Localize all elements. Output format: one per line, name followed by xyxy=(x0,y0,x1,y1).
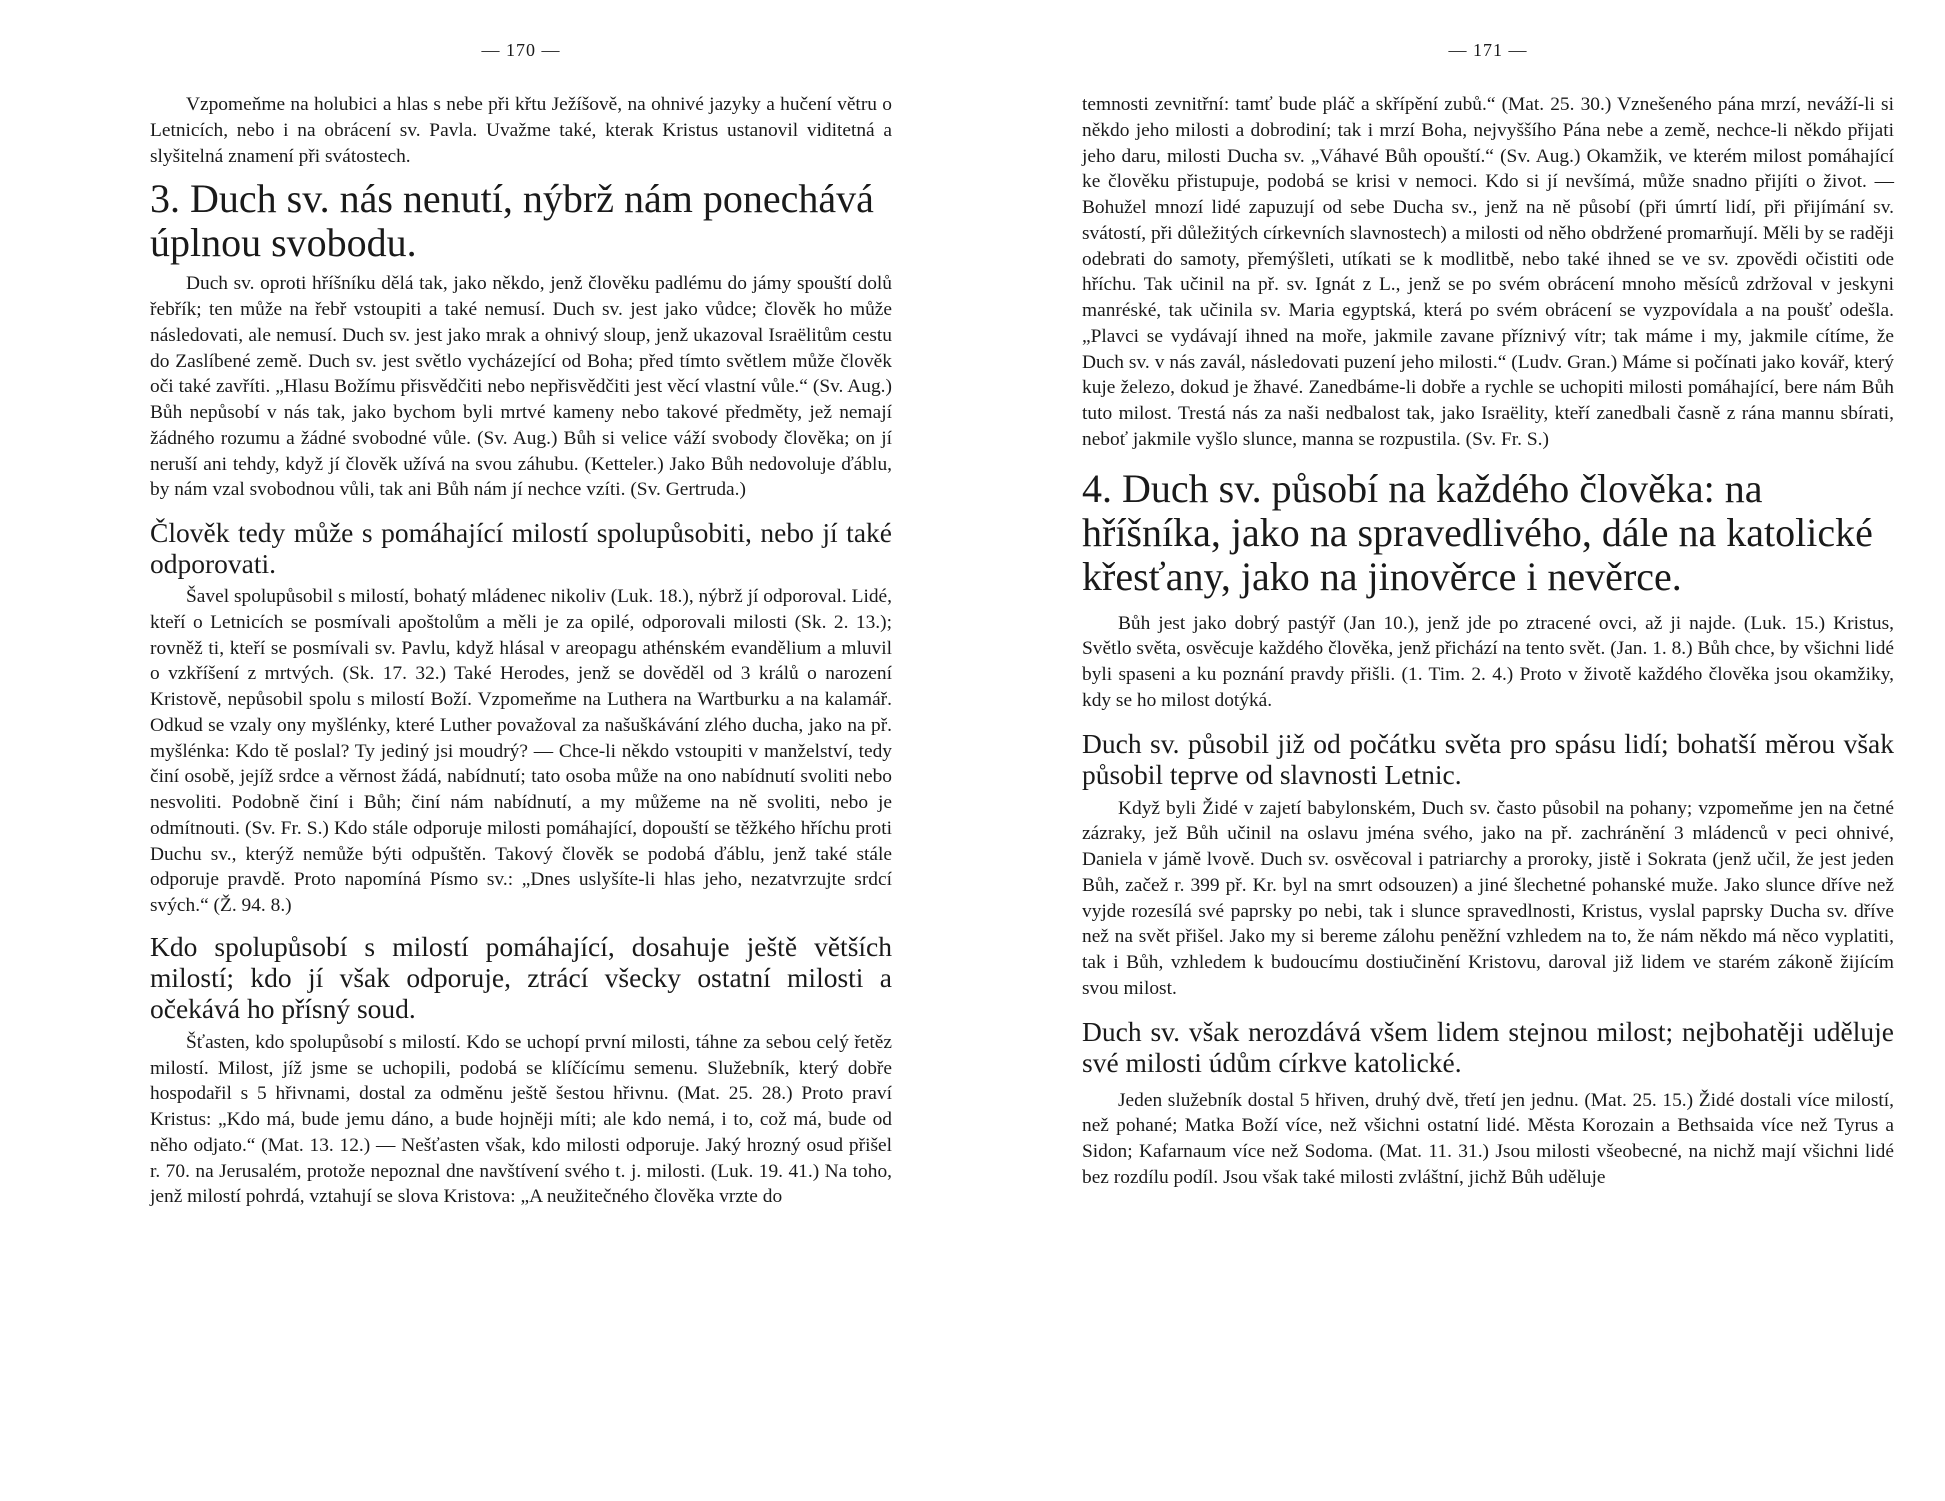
body-paragraph-babylon: Když byli Židé v zajetí babylonském, Duch sv. často působil na pohany; vzpomeňme jen na četné zázraky, jež Bůh učinil na oslavu jména svého, jako na př. zachránění 3 mládenců v peci ohnivé, Daniela v jámě lvově. Duch sv. osvěcoval i patriarchy a proroky, jistě i Sokrata (jenž učil, že jest jeden Bůh, začež r. 399 př. Kr. byl na smrt odsouzen) a jiné šlechetné pohanské muže. Jako slunce dříve než vyjde rozesílá své paprsky po nebi, tak i slunce spravedlnosti, Kristus, vyslal paprsky Ducha sv. dříve než na svět přišel. Jako my si bereme zálohu peněžní vzhledem na to, že nám někdo má něco vyplatiti, tak i Bůh, vzhledem k budoucímu dostiučinění Kristovu, daroval již lidem ve starém zákoně žijícím svou milost. xyxy=(1082,797,1894,999)
right-page-content xyxy=(1082,92,1894,1191)
body-paragraph-talents: Jeden služebník dostal 5 hřiven, druhý dvě, třetí jen jednu. (Mat. 25. 15.) Židé dostali více milostí, než pohané; Matka Boží více, než všichni ostatní lidé. Města Korozain a Bethsaida více než Tyrus a Sidon; Kafarnaum více než Sodoma. (Mat. 11. 31.) Jsou milosti všeobecné, na nichž mají všichni lidé bez rozdílu podíl. Jsou však také milosti zvláštní, jichž Bůh uděluje xyxy=(1082,1089,1894,1188)
left-page-content xyxy=(150,92,892,1210)
subheading-greater-grace: Kdo spolupůsobí s milostí pomáhající, dosahuje ještě větších milostí; kdo jí však odporuje, ztrácí všecky ostatní milosti a očekává ho přísný soud. xyxy=(150,930,892,1024)
continued-paragraph: temnosti zevnitřní: tamť bude pláč a skřípění zubů.“ (Mat. 25. 30.) Vznešeného pána mrzí, neváží-li si někdo jeho milosti a dobrodiní; tak i mrzí Boha, nejvyššího Pána nebe a země, nechce-li někdo přijati jeho daru, milosti Ducha sv. „Váhavé Bůh opouští.“ (Sv. Aug.) Okamžik, ve kterém milost pomáhající ke člověku přistupuje, podobá se krisi v nemoci. Kdo si jí nevšímá, může snadno přijíti o život. — Bohužel mnozí lidé zapuzují od sebe Ducha sv., jenž na ně působí (při úmrtí lidí, při přijímání sv. svátostí, při důležitých církevních slavnostech) a milosti od něho obdržené promarňují. Měli by se raději odebrati do samoty, přemýšleti, utíkati se k modlitbě, nebo také ihned se ve sv. zpovědi očistiti ode hříchu. Tak učinil na př. sv. Ignát z L., jenž se po svém obrácení mnoho měsíců zdržoval v jeskyni manréské, tak učinila sv. Maria egyptská, která po svém obrácení se vyzpovídala a na poušť odešla. „Plavci se vydávají ihned na moře, jakmile zavane příznivý vítr; tak máme i my, jakmile cítíme, že Duch sv. v nás zavál, následovati puzení jeho milosti.“ (Ludv. Gran.) Máme si počínati jako kovář, který kuje železo, dokud je žhavé. Zanedbáme-li dobře a rychle se uchopiti milosti pomáhající, bere nám Bůh tuto milost. Trestá nás za naši nedbalost tak, jako Israëlity, kteří zanedbali časně z rána mannu sbírati, neboť jakmile vyšlo slunce, manna se rozpustila. (Sv. Fr. S.) xyxy=(1082,94,1894,450)
body-paragraph-freedom: Duch sv. oproti hříšníku dělá tak, jako někdo, jenž člověku padlému do jámy spouští dolů řebřík; ten může na řebř vstoupiti a také nemusí. Duch sv. jest jako vůdce; člověk ho může následovati, ale nemusí. Duch sv. jest jako mrak a ohnivý sloup, jenž ukazoval Israëlitům cestu do Zaslíbené země. Duch sv. jest světlo vycházející od Boha; před tímto světlem může člověk oči také zavříti. „Hlasu Božímu přisvědčiti nebo nepřisvědčiti jest věcí vlastní vůle.“ (Sv. Aug.) Bůh nepůsobí v nás tak, jako bychom byli mrtvé kameny nebo takové předměty, jež nemají žádného rozumu a žádné svobodné vůle. (Sv. Aug.) Bůh si velice váží svobody člověka; on jí neruší ani tehdy, když jí člověk užívá na svou záhubu. (Ketteler.) Jako Bůh nedovoluje ďáblu, by nám vzal svobodnou vůli, tak ani Bůh nám jí nechce vzíti. (Sv. Gertruda.) xyxy=(150,273,892,501)
section-heading-4: 4. Duch sv. působí na každého člověka: na hříšníka, jako na spravedlivého, dále na katolické křesťany, jako na jinověrce i nevěrce. xyxy=(1082,465,1873,599)
intro-paragraph: Vzpomeňme na holubici a hlas s nebe při křtu Ježíšově, na ohnivé jazyky a hučení větru o Letnicích, nebo i na obrácení sv. Pavla. Uvažme také, kterak Kristus ustanovil viditetná a slyšitelná znamení při svátostech. xyxy=(150,94,892,167)
body-paragraph-shepherd: Bůh jest jako dobrý pastýř (Jan 10.), jenž jde po ztracené ovci, až ji najde. (Luk. 15.) Kristus, Světlo světa, osvěcuje každého člověka, jenž přichází na tento svět. (Jan. 1. 8.) Bůh chce, by všichni lidé byli spaseni a ku poznání pravdy přišli. (1. Tim. 2. 4.) Proto v životě každého člověka jsou okamžiky, kdy se ho milost dotýká. xyxy=(1082,612,1894,711)
page-number-left: — 170 — xyxy=(481,40,561,60)
section-heading-3: 3. Duch sv. nás nenutí, nýbrž nám ponechává úplnou svobodu. xyxy=(150,176,874,266)
body-paragraph-examples: Šavel spolupůsobil s milostí, bohatý mládenec nikoliv (Luk. 18.), nýbrž jí odporoval. Lidé, kteří o Letnicích se posmívali apoštolům a měli je za opilé, odporovali milosti (Sk. 2. 13.); rovněž ti, kteří se posmívali sv. Pavlu, když hlásal v areopagu athénském evandělium a mluvil o vzkříšení z mrtvých. (Sk. 17. 32.) Také Herodes, jenž se dověděl od 3 králů o narození Kristově, nepůsobil spolu s milostí Boží. Vzpomeňme na Luthera na Wartburku a na kalamář. Odkud se vzaly ony myšlénky, které Luther považoval za našuškávání zlého ducha, jako na př. myšlénka: Kdo tě poslal? Ty jediný jsi moudrý? — Chce-li někdo vstoupiti v manželství, tedy činí osobě, jejíž srdce a věrnost žádá, nabídnutí; tato osoba může na ono nabídnutí svoliti nebo nesvoliti. Podobně činí i Bůh; činí nám nabídnutí, a my můžeme na ně svoliti, nebo je odmítnouti. (Sv. Fr. S.) Kdo stále odporuje milosti pomáhající, dopouští se těžkého hříchu proti Duchu sv., kterýž nemůže býti odpuštěn. Takový člověk se podobá ďáblu, jenž také stále odporuje pravdě. Proto napomíná Písmo sv.: „Dnes uslyšíte-li hlas jeho, nezatvrzujte srdcí svých.“ (Ž. 94. 8.) xyxy=(150,586,892,916)
subheading-cooperate: Člověk tedy může s pomáhající milostí spolupůsobiti, nebo jí také odporovati. xyxy=(150,517,892,579)
body-paragraph-blessed: Šťasten, kdo spolupůsobí s milostí. Kdo se uchopí první milosti, táhne za sebou celý řetěz milostí. Milost, jíž jsme se uchopili, podobá se klíčícímu semenu. Služebník, který dobře hospodařil s 5 hřivnami, dostal za odměnu ještě šestou hřivnu. (Mat. 25. 28.) Proto praví Kristus: „Kdo má, bude jemu dáno, a bude hojněji míti; ale kdo nemá, i to, což má, bude od něho odjato.“ (Mat. 13. 12.) — Nešťasten však, kdo milosti odporuje. Jaký hrozný osud přišel r. 70. na Jerusalém, protože nepoznal dne navštívení svého t. j. milosti. (Luk. 19. 41.) Na toho, jenž milostí pohrdá, vztahují se slova Kristova: „A neužitečného člověka vrzte do xyxy=(150,1031,892,1208)
subheading-unequal-grace: Duch sv. však nerozdává všem lidem stejnou milost; nejbohatěji uděluje své milosti údům církve katolické. xyxy=(1082,1015,1894,1078)
page-number-right: — 171 — xyxy=(1448,40,1528,60)
subheading-from-beginning: Duch sv. působil již od počátku světa pro spásu lidí; bohatší měrou však působil teprve od slavnosti Letnic. xyxy=(1082,727,1894,790)
